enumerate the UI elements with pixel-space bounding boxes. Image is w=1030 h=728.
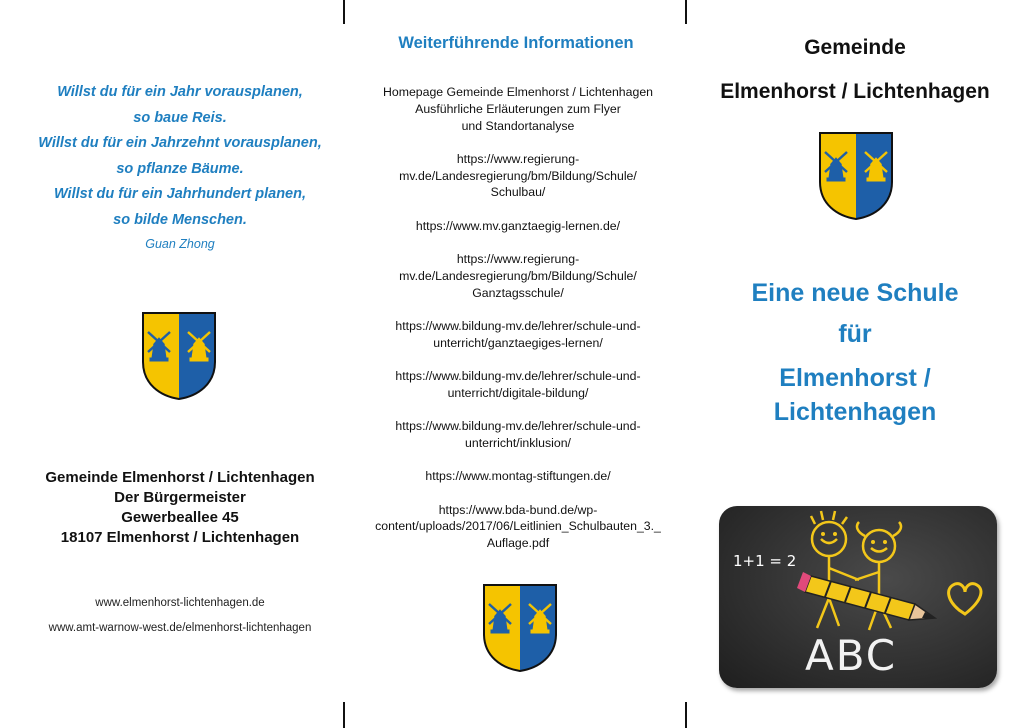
cover-title-line: Eine neue Schule bbox=[751, 279, 959, 307]
info-link[interactable] bbox=[350, 151, 686, 201]
link-part[interactable]: https://www.regierung- bbox=[456, 252, 580, 267]
info-link[interactable] bbox=[350, 368, 686, 402]
quote-block bbox=[10, 80, 350, 255]
fold-mark-bottom-right bbox=[685, 702, 687, 728]
website-link[interactable]: www.amt-warnow-west.de/elmenhorst-lichtenhagen bbox=[48, 622, 312, 634]
info-intro-line: Homepage Gemeinde Elmenhorst / Lichtenhagen bbox=[382, 85, 653, 99]
pencil-icon bbox=[797, 572, 935, 620]
info-intro-line: Ausführliche Erläuterungen zum Flyer bbox=[415, 101, 621, 116]
info-intro-line: und Standortanalyse bbox=[461, 118, 575, 133]
chalkboard-drawing bbox=[719, 506, 997, 688]
address-line: 18107 Elmenhorst / Lichtenhagen bbox=[60, 529, 300, 546]
link-part[interactable]: Schulbau/ bbox=[490, 185, 546, 200]
link-part[interactable]: unterricht/digitale-bildung/ bbox=[447, 385, 589, 400]
cover-title-line: für bbox=[838, 320, 872, 348]
heart-icon bbox=[949, 584, 981, 614]
info-link[interactable] bbox=[350, 318, 686, 352]
address-line: Gemeinde Elmenhorst / Lichtenhagen bbox=[45, 469, 315, 486]
link-part[interactable]: mv.de/Landesregierung/bm/Bildung/Schule/ bbox=[399, 268, 637, 283]
fold-mark-top-right bbox=[685, 0, 687, 24]
quote-author: Guan Zhong bbox=[145, 237, 215, 251]
link-part[interactable]: https://www.montag-stiftungen.de/ bbox=[425, 469, 611, 484]
cover-gemeinde: Gemeinde bbox=[804, 36, 906, 59]
cover-name: Elmenhorst / Lichtenhagen bbox=[720, 80, 990, 103]
chalk-abc-letters: ABC bbox=[805, 631, 898, 680]
link-part[interactable]: https://www.regierung- bbox=[456, 151, 580, 166]
quote-line: so pflanze Bäume. bbox=[116, 160, 244, 177]
info-links bbox=[350, 84, 686, 568]
cover-title-line: Elmenhorst / bbox=[779, 364, 931, 392]
info-link[interactable] bbox=[350, 502, 686, 552]
quote-line: Willst du für ein Jahrzehnt vorausplanen, bbox=[38, 135, 322, 151]
fold-mark-top-left bbox=[343, 0, 345, 24]
fold-mark-bottom-left bbox=[343, 702, 345, 728]
link-part[interactable]: content/uploads/2017/06/Leitlinien_Schulbauten_3._ bbox=[375, 519, 661, 534]
link-part[interactable]: Auflage.pdf bbox=[486, 536, 550, 551]
link-part[interactable]: unterricht/inklusion/ bbox=[465, 435, 571, 450]
info-link[interactable] bbox=[350, 251, 686, 301]
address-line: Gewerbeallee 45 bbox=[121, 509, 239, 526]
website-link[interactable]: www.elmenhorst-lichtenhagen.de bbox=[95, 597, 265, 609]
info-link[interactable] bbox=[350, 418, 686, 452]
address-line: Der Bürgermeister bbox=[114, 489, 246, 506]
cover-title-line: Lichtenhagen bbox=[773, 398, 937, 426]
link-part[interactable]: Ganztagsschule/ bbox=[472, 285, 564, 300]
quote-line: Willst du für ein Jahr vorausplanen, bbox=[57, 84, 303, 100]
info-title: Weiterführende Informationen bbox=[398, 34, 634, 52]
chalkboard-image bbox=[719, 506, 997, 688]
link-part[interactable]: https://www.bildung-mv.de/lehrer/schule-und- bbox=[395, 318, 641, 333]
quote-line: so baue Reis. bbox=[133, 109, 227, 126]
coat-of-arms-left bbox=[140, 310, 218, 402]
info-intro bbox=[350, 84, 686, 134]
link-part[interactable]: unterricht/ganztaegiges-lernen/ bbox=[433, 335, 603, 350]
link-part[interactable]: https://www.mv.ganztaegig-lernen.de/ bbox=[415, 218, 621, 233]
coat-of-arms-right bbox=[817, 130, 895, 222]
address-block bbox=[0, 468, 360, 548]
info-link[interactable] bbox=[350, 218, 686, 235]
link-part[interactable]: mv.de/Landesregierung/bm/Bildung/Schule/ bbox=[399, 168, 637, 183]
coat-of-arms-middle bbox=[481, 582, 559, 674]
link-part[interactable]: https://www.bildung-mv.de/lehrer/schule-und- bbox=[395, 419, 641, 434]
info-link[interactable] bbox=[350, 468, 686, 485]
chalk-equation: 1+1 = 2 bbox=[733, 552, 797, 570]
link-part[interactable]: https://www.bildung-mv.de/lehrer/schule-und- bbox=[395, 369, 641, 384]
quote-line: so bilde Menschen. bbox=[113, 211, 247, 228]
quote-line: Willst du für ein Jahrhundert planen, bbox=[53, 186, 307, 202]
link-part[interactable]: https://www.bda-bund.de/wp- bbox=[438, 502, 598, 517]
